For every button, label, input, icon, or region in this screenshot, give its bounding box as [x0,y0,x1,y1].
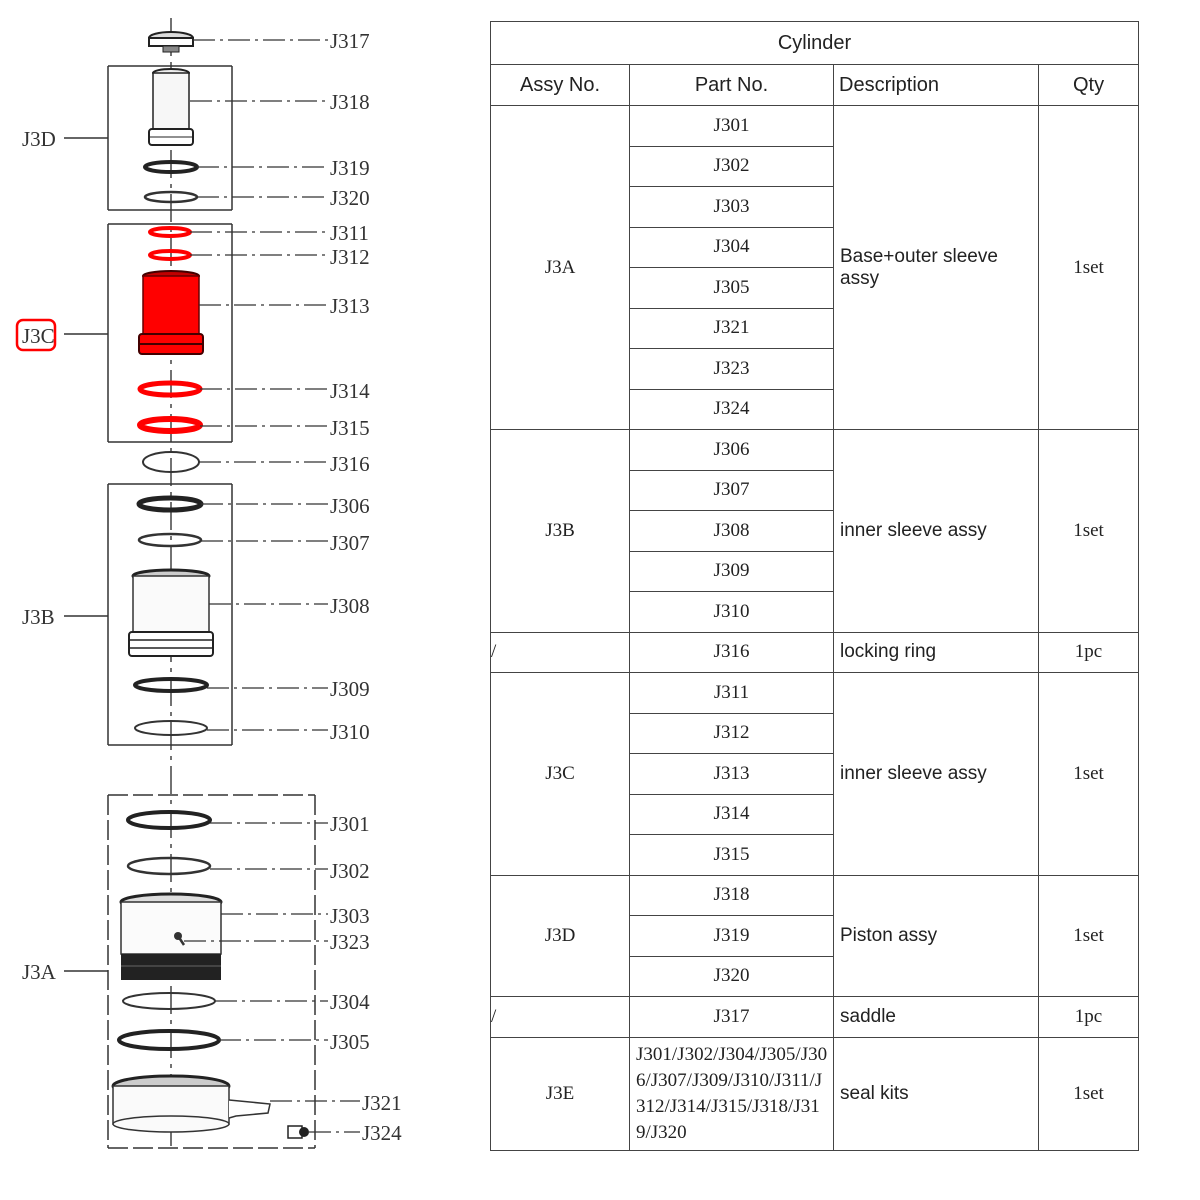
description-cell: inner sleeve assy [834,430,1039,633]
part-j311-ring [150,228,190,236]
header-part-no: Part No. [630,65,834,106]
part-no-cell: J323 [630,349,834,390]
part-no-cell: J305 [630,268,834,309]
assy-no-cell: J3E [491,1037,630,1150]
callout-j317: J317 [330,29,370,53]
part-j305-seal [119,1031,219,1049]
callout-j307: J307 [330,531,370,555]
table-row [491,1037,1139,1150]
part-no-cell: J316 [630,632,834,673]
assy-no-cell: J3C [491,673,630,876]
assy-no-cell: J3D [491,875,630,997]
part-j304-seal [123,993,215,1009]
callout-labels [330,29,402,1145]
table-row [491,673,1139,714]
callout-j303: J303 [330,904,370,928]
callout-j314: J314 [330,379,370,403]
qty-cell: 1set [1039,106,1139,430]
part-j314-seal [140,383,200,395]
part-no-cell: J313 [630,754,834,795]
table-row [491,875,1139,916]
group-label-j3d: J3D [22,127,56,151]
assy-no-cell: J3A [491,106,630,430]
part-no-cell: J304 [630,227,834,268]
callout-j304: J304 [330,990,370,1014]
callout-j320: J320 [330,186,370,210]
part-j307-seal [139,534,201,546]
header-assy-no: Assy No. [491,65,630,106]
group-label-j3a: J3A [22,960,56,984]
callout-j318: J318 [330,90,370,114]
part-no-cell: J306 [630,430,834,471]
part-j301-seal [128,812,210,828]
part-no-cell: J301 [630,106,834,147]
description-cell: Base+outer sleeve assy [834,106,1039,430]
part-no-cell: J308 [630,511,834,552]
part-no-cell: J309 [630,551,834,592]
table-row [491,632,1139,673]
table-row [491,106,1139,147]
callout-j321: J321 [362,1091,402,1115]
part-no-cell: J321 [630,308,834,349]
part-no-cell: J301/J302/J304/J305/J306/J307/J309/J310/J311/J312/J314/J315/J318/J319/J320 [630,1037,834,1150]
header-qty: Qty [1039,65,1139,106]
callout-j313: J313 [330,294,370,318]
callout-j315: J315 [330,416,370,440]
part-no-cell: J315 [630,835,834,876]
exploded-parts-diagram [0,0,470,1200]
group-label-j3c: J3C [22,324,55,348]
callout-j301: J301 [330,812,370,836]
part-j321-base [113,1076,270,1132]
callout-j302: J302 [330,859,370,883]
part-no-cell: J302 [630,146,834,187]
part-j306-seal [139,498,201,510]
parts-table [490,21,1139,1151]
group-label-j3b: J3B [22,605,55,629]
part-no-cell: J303 [630,187,834,228]
description-cell: seal kits [834,1037,1039,1150]
description-cell: inner sleeve assy [834,673,1039,876]
table-row [491,997,1139,1038]
callout-j316: J316 [330,452,370,476]
part-no-cell: J314 [630,794,834,835]
callout-j319: J319 [330,156,370,180]
callout-j323: J323 [330,930,370,954]
qty-cell: 1set [1039,875,1139,997]
qty-cell: 1pc [1039,997,1139,1038]
qty-cell: 1set [1039,430,1139,633]
qty-cell: 1pc [1039,632,1139,673]
part-no-cell: J307 [630,470,834,511]
qty-cell: 1set [1039,673,1139,876]
qty-cell: 1set [1039,1037,1139,1150]
part-no-cell: J311 [630,673,834,714]
callout-j312: J312 [330,245,370,269]
description-cell: saddle [834,997,1039,1038]
table-row [491,430,1139,471]
part-j303-outer-sleeve [121,894,221,980]
part-j317-saddle [149,32,193,52]
part-j313-inner-sleeve [139,271,203,354]
part-j318-piston [149,69,193,145]
part-no-cell: J319 [630,916,834,957]
assy-no-cell: / [491,997,630,1038]
part-no-cell: J317 [630,997,834,1038]
part-no-cell: J318 [630,875,834,916]
part-no-cell: J310 [630,592,834,633]
assy-no-cell: / [491,632,630,673]
description-cell: Piston assy [834,875,1039,997]
callout-j311: J311 [330,221,369,245]
part-no-cell: J312 [630,713,834,754]
assy-no-cell: J3B [491,430,630,633]
callout-j309: J309 [330,677,370,701]
part-j312-ring [150,251,190,259]
header-description: Description [834,65,1039,106]
part-j324-fitting [288,1126,309,1138]
callout-j310: J310 [330,720,370,744]
part-no-cell: J320 [630,956,834,997]
callout-j306: J306 [330,494,370,518]
callout-j305: J305 [330,1030,370,1054]
part-j302-seal [128,858,210,874]
table-title: Cylinder [491,22,1139,65]
callout-j308: J308 [330,594,370,618]
part-j315-seal [140,419,200,431]
part-no-cell: J324 [630,389,834,430]
description-cell: locking ring [834,632,1039,673]
parts-table-body [491,106,1139,1151]
part-j308-inner-sleeve [129,570,213,656]
callout-j324: J324 [362,1121,402,1145]
